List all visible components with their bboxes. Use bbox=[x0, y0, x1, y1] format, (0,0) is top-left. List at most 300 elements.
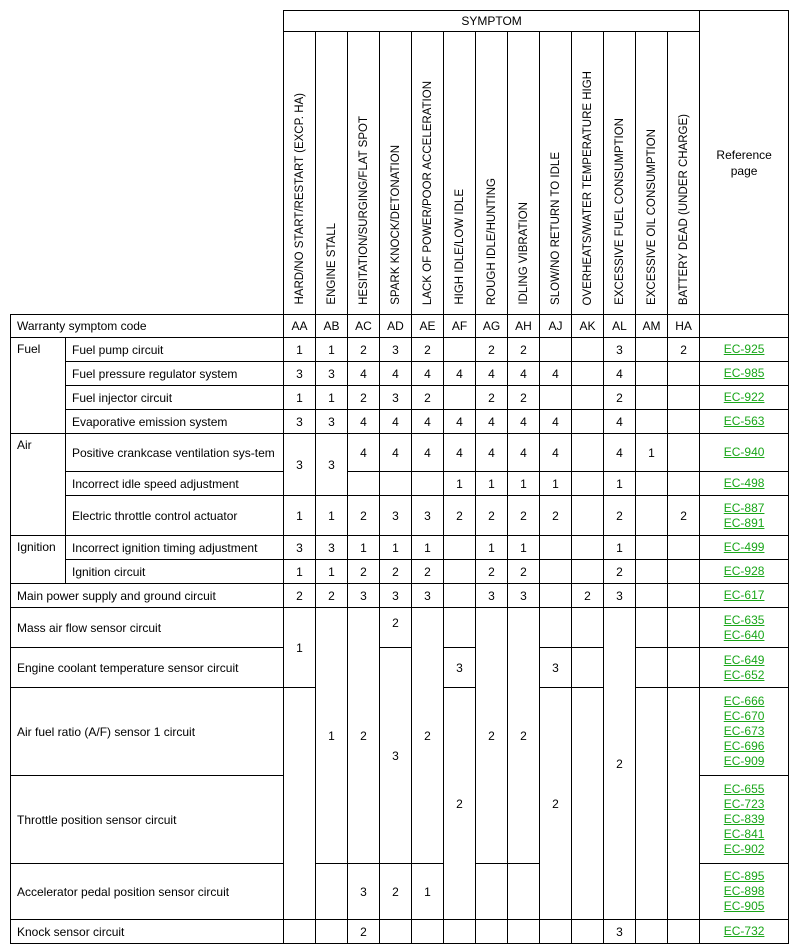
ect-ak-empty bbox=[572, 648, 604, 688]
category-air-text: Air bbox=[17, 438, 32, 452]
row-evap-ag-cell bbox=[476, 410, 508, 434]
row-tps-label bbox=[11, 776, 284, 864]
row-throttle-actuator-ab-cell-text: 1 bbox=[328, 508, 335, 523]
ref-link[interactable]: EC-732 bbox=[723, 924, 765, 938]
row-pcv-aa-cell-text: 3 bbox=[296, 457, 303, 472]
row-apps-label bbox=[11, 864, 284, 920]
tps-apps-af-cell bbox=[444, 688, 476, 920]
warranty-code-aj-text: AJ bbox=[548, 319, 563, 333]
row-pcv-ah-cell-text: 4 bbox=[520, 445, 527, 460]
row-main-power-aj-cell bbox=[540, 584, 572, 608]
maf-am-empty bbox=[636, 608, 668, 648]
row-fuel_pressure-af-cell bbox=[444, 362, 476, 386]
knock-aa-empty bbox=[284, 920, 316, 944]
row-ign_timing-label-text: Incorrect ignition timing adjustment bbox=[72, 540, 258, 555]
row-fuel_pressure-aj-cell-text: 4 bbox=[552, 366, 559, 381]
row-main-power-ac-cell-text: 3 bbox=[360, 588, 367, 603]
ref-link[interactable]: EC-640 bbox=[723, 627, 765, 642]
row-idle-speed-af-cell bbox=[444, 472, 476, 496]
row-fuel_pump-al-cell bbox=[604, 338, 636, 362]
ref-link[interactable]: EC-670 bbox=[723, 709, 765, 723]
row-ign_circuit-ae-cell bbox=[412, 560, 444, 584]
ref-link[interactable]: EC-922 bbox=[723, 390, 765, 404]
row-pcv-reference bbox=[700, 434, 789, 472]
warranty-code-ab bbox=[316, 315, 348, 338]
row-fuel_injector-ha-cell bbox=[668, 386, 700, 410]
row-tps-label-text: Throttle position sensor circuit bbox=[17, 812, 177, 827]
knock-ac-cell-text: 2 bbox=[360, 924, 367, 939]
row-fuel_pump-am-cell bbox=[636, 338, 668, 362]
row-fuel_injector-ab-cell bbox=[316, 386, 348, 410]
row-evap-ac-cell-text: 4 bbox=[360, 414, 367, 429]
sensors-ab-cell bbox=[316, 608, 348, 864]
row-throttle-actuator-reference bbox=[700, 496, 789, 536]
warranty-code-af-text: AF bbox=[451, 319, 468, 333]
row-af-sensor-label-text: Air fuel ratio (A/F) sensor 1 circuit bbox=[17, 724, 196, 739]
row-main-power-ae-cell-text: 3 bbox=[424, 588, 431, 603]
row-fuel_pressure-label-text: Fuel pressure regulator system bbox=[72, 366, 238, 381]
row-af-sensor-label bbox=[11, 688, 284, 776]
row-throttle-actuator-aa-cell bbox=[284, 496, 316, 536]
row-ign_timing-ha-cell bbox=[668, 536, 700, 560]
row-fuel_injector-ac-cell bbox=[348, 386, 380, 410]
row-evap-aa-cell-text: 3 bbox=[296, 414, 303, 429]
row-main-power-af-cell bbox=[444, 584, 476, 608]
knock-al-cell-text: 3 bbox=[616, 924, 623, 939]
knock-am-empty bbox=[636, 920, 668, 944]
row-ign_timing-ac-cell bbox=[348, 536, 380, 560]
row-ign_timing-af-cell bbox=[444, 536, 476, 560]
maf-af-empty bbox=[444, 608, 476, 648]
row-fuel_pressure-aa-cell bbox=[284, 362, 316, 386]
af-tps-apps-ak-empty bbox=[572, 688, 604, 920]
row-evap-am-cell bbox=[636, 410, 668, 434]
row-fuel_injector-ak-cell bbox=[572, 386, 604, 410]
symptom-label: SPARK KNOCK/DETONATION bbox=[389, 145, 402, 305]
warranty-code-ab-text: AB bbox=[323, 319, 340, 333]
warranty-code-aa bbox=[284, 315, 316, 338]
apps-ah-empty bbox=[508, 864, 540, 920]
row-ign_timing-ah-cell-text: 1 bbox=[520, 540, 527, 555]
ref-link[interactable]: EC-652 bbox=[723, 667, 765, 682]
ref-link[interactable]: EC-655 bbox=[723, 782, 765, 796]
row-pcv-label bbox=[66, 434, 284, 472]
row-fuel_pump-ha-cell-text: 2 bbox=[680, 342, 687, 357]
ect-aj-cell bbox=[540, 648, 572, 688]
row-ign_circuit-ae-cell-text: 2 bbox=[424, 564, 431, 579]
row-fuel_pump-ae-cell bbox=[412, 338, 444, 362]
row-idle-speed-ah-cell bbox=[508, 472, 540, 496]
row-ign_circuit-ak-cell bbox=[572, 560, 604, 584]
row-fuel_pressure-ag-cell-text: 4 bbox=[488, 366, 495, 381]
row-fuel_injector-am-cell bbox=[636, 386, 668, 410]
row-evap-ae-cell bbox=[412, 410, 444, 434]
row-pcv-aj-cell-text: 4 bbox=[552, 445, 559, 460]
row-maf-label-text: Mass air flow sensor circuit bbox=[17, 620, 162, 635]
row-evap-reference bbox=[700, 410, 789, 434]
row-main-power-al-cell-text: 3 bbox=[616, 588, 623, 603]
row-fuel_pump-aj-cell bbox=[540, 338, 572, 362]
warranty-label bbox=[11, 315, 284, 338]
row-ign_circuit-aa-cell-text: 1 bbox=[296, 564, 303, 579]
ect-af-ad-cell-text: 3 bbox=[392, 748, 399, 763]
row-fuel_injector-ac-cell-text: 2 bbox=[360, 390, 367, 405]
row-throttle-actuator-ad-cell bbox=[380, 496, 412, 536]
row-fuel_pressure-reference bbox=[700, 362, 789, 386]
row-ign_timing-ab-cell bbox=[316, 536, 348, 560]
tps-apps-aj-cell bbox=[540, 688, 572, 920]
row-throttle-actuator-aj-cell-text: 2 bbox=[552, 508, 559, 523]
warranty-label-text: Warranty symptom code bbox=[17, 319, 147, 333]
row-fuel_pump-al-cell-text: 3 bbox=[616, 342, 623, 357]
row-ign_circuit-label-text: Ignition circuit bbox=[72, 564, 146, 579]
ref-link[interactable]: EC-696 bbox=[723, 739, 765, 753]
ref-link[interactable]: EC-905 bbox=[723, 899, 765, 913]
row-evap-al-cell bbox=[604, 410, 636, 434]
row-main-power-am-cell bbox=[636, 584, 668, 608]
row-ign_circuit-ac-cell bbox=[348, 560, 380, 584]
ref-link[interactable]: EC-898 bbox=[723, 884, 765, 898]
row-evap-ab-cell bbox=[316, 410, 348, 434]
category-ignition-text: Ignition bbox=[17, 540, 56, 554]
ect-af-cell bbox=[444, 648, 476, 688]
row-main-power-ab-cell-text: 2 bbox=[328, 588, 335, 603]
ref-link[interactable]: EC-563 bbox=[723, 414, 765, 428]
row-main-power-ab-cell bbox=[316, 584, 348, 608]
symptom-label: LACK OF POWER/POOR ACCELERATION bbox=[421, 80, 434, 305]
row-ign_circuit-aa-cell bbox=[284, 560, 316, 584]
row-evap-ae-cell-text: 4 bbox=[424, 414, 431, 429]
row-idle-speed-ag-cell bbox=[476, 472, 508, 496]
row-main-power-ha-cell bbox=[668, 584, 700, 608]
row-knock-label-text: Knock sensor circuit bbox=[17, 924, 125, 939]
corner-blank bbox=[11, 11, 284, 315]
warranty-code-ac bbox=[348, 315, 380, 338]
row-pcv-al-cell-text: 4 bbox=[616, 445, 623, 460]
warranty-code-aa-text: AA bbox=[291, 319, 308, 333]
ref-link[interactable]: EC-985 bbox=[723, 366, 765, 380]
row-ign_timing-ae-cell-text: 1 bbox=[424, 540, 431, 555]
row-tps-reference bbox=[700, 776, 789, 864]
row-fuel_injector-ae-cell bbox=[412, 386, 444, 410]
symptom-label: BATTERY DEAD (UNDER CHARGE) bbox=[677, 113, 690, 305]
row-fuel_pump-ab-cell bbox=[316, 338, 348, 362]
row-evap-label bbox=[66, 410, 284, 434]
row-throttle-actuator-ae-cell bbox=[412, 496, 444, 536]
row-idle-speed-ak-cell bbox=[572, 472, 604, 496]
row-idle-speed-aj-cell bbox=[540, 472, 572, 496]
row-pcv-ab-cell bbox=[316, 434, 348, 496]
warranty-code-ak bbox=[572, 315, 604, 338]
knock-ae-empty bbox=[412, 920, 444, 944]
row-ign_circuit-ac-cell-text: 2 bbox=[360, 564, 367, 579]
row-fuel_injector-ag-cell bbox=[476, 386, 508, 410]
ref-link[interactable]: EC-902 bbox=[723, 842, 765, 856]
knock-ah-empty bbox=[508, 920, 540, 944]
row-ign_timing-ag-cell-text: 1 bbox=[488, 540, 495, 555]
row-main-power-aa-cell bbox=[284, 584, 316, 608]
symptom-label: HIGH IDLE/LOW IDLE bbox=[453, 189, 466, 305]
warranty-code-am-text: AM bbox=[642, 319, 661, 333]
row-ign_circuit-ab-cell bbox=[316, 560, 348, 584]
row-ect-label bbox=[11, 648, 284, 688]
row-ign_circuit-ad-cell bbox=[380, 560, 412, 584]
warranty-code-ag-text: AG bbox=[482, 319, 501, 333]
tps-apps-af-cell-text: 2 bbox=[456, 796, 463, 811]
row-pcv-ac-cell-text: 4 bbox=[360, 445, 367, 460]
symptom-label: ENGINE STALL bbox=[325, 223, 338, 305]
row-ign_timing-ab-cell-text: 3 bbox=[328, 540, 335, 555]
row-evap-ah-cell-text: 4 bbox=[520, 414, 527, 429]
row-main-power-ae-cell bbox=[412, 584, 444, 608]
row-throttle-actuator-aa-cell-text: 1 bbox=[296, 508, 303, 523]
ref-link[interactable]: EC-673 bbox=[723, 724, 765, 738]
row-idle-speed-aj-cell-text: 1 bbox=[552, 476, 559, 491]
row-fuel_pump-aa-cell-text: 1 bbox=[296, 342, 303, 357]
row-ign_circuit-am-cell bbox=[636, 560, 668, 584]
row-fuel_injector-ad-cell-text: 3 bbox=[392, 390, 399, 405]
row-throttle-actuator-al-cell-text: 2 bbox=[616, 508, 623, 523]
row-pcv-ha-cell bbox=[668, 434, 700, 472]
row-evap-ag-cell-text: 4 bbox=[488, 414, 495, 429]
row-fuel_pressure-ae-cell bbox=[412, 362, 444, 386]
apps-ag-empty bbox=[476, 864, 508, 920]
row-fuel_pressure-ag-cell bbox=[476, 362, 508, 386]
af-tps-apps-am-empty bbox=[636, 688, 668, 920]
row-fuel_pump-ag-cell-text: 2 bbox=[488, 342, 495, 357]
row-pcv-ac-cell bbox=[348, 434, 380, 472]
row-idle-speed-am-cell bbox=[636, 472, 668, 496]
category-fuel bbox=[11, 338, 66, 434]
symptom-header-ha bbox=[668, 32, 700, 315]
reference-page-header-text: Reference page bbox=[716, 147, 772, 178]
row-pcv-af-cell-text: 4 bbox=[456, 445, 463, 460]
sensors-ac-cell bbox=[348, 608, 380, 864]
row-ign_timing-ad-cell bbox=[380, 536, 412, 560]
ref-link[interactable]: EC-891 bbox=[723, 515, 765, 530]
row-throttle-actuator-af-cell bbox=[444, 496, 476, 536]
symptom-header-ah bbox=[508, 32, 540, 315]
ref-link[interactable]: EC-839 bbox=[723, 812, 765, 826]
maf-ad-cell bbox=[380, 608, 412, 648]
row-ign_timing-am-cell bbox=[636, 536, 668, 560]
warranty-code-ad bbox=[380, 315, 412, 338]
sensors-ah-cell-text: 2 bbox=[520, 728, 527, 743]
af-tps-apps-ha-empty bbox=[668, 688, 700, 920]
row-fuel_pressure-am-cell bbox=[636, 362, 668, 386]
warranty-code-am bbox=[636, 315, 668, 338]
row-throttle-actuator-ag-cell-text: 2 bbox=[488, 508, 495, 523]
row-fuel_pressure-aj-cell bbox=[540, 362, 572, 386]
row-fuel_pressure-ac-cell-text: 4 bbox=[360, 366, 367, 381]
row-main-power-label bbox=[11, 584, 284, 608]
row-throttle-actuator-ag-cell bbox=[476, 496, 508, 536]
sensors-ab-cell-text: 1 bbox=[328, 728, 335, 743]
row-throttle-actuator-ae-cell-text: 3 bbox=[424, 508, 431, 523]
row-fuel_pump-ah-cell-text: 2 bbox=[520, 342, 527, 357]
warranty-ref-empty bbox=[700, 315, 789, 338]
row-ign_timing-aj-cell bbox=[540, 536, 572, 560]
row-throttle-actuator-label bbox=[66, 496, 284, 536]
row-pcv-am-cell-text: 1 bbox=[648, 445, 655, 460]
row-ign_timing-ak-cell bbox=[572, 536, 604, 560]
row-fuel_pressure-al-cell bbox=[604, 362, 636, 386]
row-evap-ad-cell bbox=[380, 410, 412, 434]
row-apps-label-text: Accelerator pedal position sensor circuit bbox=[17, 884, 230, 899]
row-pcv-ae-cell bbox=[412, 434, 444, 472]
ref-link[interactable]: EC-895 bbox=[723, 869, 765, 883]
row-fuel_pump-ad-cell bbox=[380, 338, 412, 362]
row-main-power-al-cell bbox=[604, 584, 636, 608]
knock-ak-empty bbox=[572, 920, 604, 944]
ref-link[interactable]: EC-887 bbox=[723, 500, 765, 515]
row-ign_timing-ac-cell-text: 1 bbox=[360, 540, 367, 555]
ref-link[interactable]: EC-498 bbox=[723, 476, 765, 490]
row-throttle-actuator-label-text: Electric throttle control actuator bbox=[72, 508, 238, 523]
symptom-header-ag bbox=[476, 32, 508, 315]
row-pcv-af-cell bbox=[444, 434, 476, 472]
apps-ad-cell-text: 2 bbox=[392, 884, 399, 899]
row-pcv-al-cell bbox=[604, 434, 636, 472]
row-idle-speed-label-text: Incorrect idle speed adjustment bbox=[72, 476, 239, 491]
row-fuel_pressure-aa-cell-text: 3 bbox=[296, 366, 303, 381]
category-air bbox=[11, 434, 66, 536]
symptom-header-aa bbox=[284, 32, 316, 315]
row-fuel_pump-ha-cell bbox=[668, 338, 700, 362]
sensors-ae-cell bbox=[412, 608, 444, 864]
row-fuel_injector-af-cell bbox=[444, 386, 476, 410]
warranty-code-ae-text: AE bbox=[419, 319, 436, 333]
apps-ae-cell-text: 1 bbox=[424, 884, 431, 899]
row-ign_circuit-reference bbox=[700, 560, 789, 584]
row-ign_circuit-label bbox=[66, 560, 284, 584]
row-throttle-actuator-af-cell-text: 2 bbox=[456, 508, 463, 523]
row-af-sensor-reference bbox=[700, 688, 789, 776]
symptom-label: OVERHEATS/WATER TEMPERATURE HIGH bbox=[581, 70, 594, 305]
row-ect-label-text: Engine coolant temperature sensor circuit bbox=[17, 660, 239, 675]
row-fuel_pump-reference bbox=[700, 338, 789, 362]
row-ign_timing-ah-cell bbox=[508, 536, 540, 560]
warranty-code-ha bbox=[668, 315, 700, 338]
ect-am-empty bbox=[636, 648, 668, 688]
symptom-label: EXCESSIVE FUEL CONSUMPTION bbox=[613, 118, 626, 305]
row-fuel_injector-ae-cell-text: 2 bbox=[424, 390, 431, 405]
row-idle-speed-reference bbox=[700, 472, 789, 496]
ref-link[interactable]: EC-617 bbox=[723, 588, 765, 602]
warranty-code-ad-text: AD bbox=[387, 319, 404, 333]
row-pcv-ag-cell bbox=[476, 434, 508, 472]
row-pcv-label-text: Positive crankcase ventilation sys-tem bbox=[72, 445, 275, 460]
ref-link[interactable]: EC-928 bbox=[723, 564, 765, 578]
ref-link[interactable]: EC-499 bbox=[723, 540, 765, 554]
row-pcv-aa-cell bbox=[284, 434, 316, 496]
sensors-ac-cell-text: 2 bbox=[360, 728, 367, 743]
row-throttle-actuator-al-cell bbox=[604, 496, 636, 536]
row-throttle-actuator-ac-cell bbox=[348, 496, 380, 536]
row-pcv-ak-cell bbox=[572, 434, 604, 472]
apps-ae-cell bbox=[412, 864, 444, 920]
row-throttle-actuator-ha-cell-text: 2 bbox=[680, 508, 687, 523]
row-throttle-actuator-ab-cell bbox=[316, 496, 348, 536]
row-idle-speed-ac-cell bbox=[348, 472, 380, 496]
row-fuel_injector-ah-cell-text: 2 bbox=[520, 390, 527, 405]
af-tps-apps-aa-empty bbox=[284, 688, 316, 920]
ref-link[interactable]: EC-649 bbox=[723, 652, 765, 667]
ref-link[interactable]: EC-925 bbox=[723, 342, 765, 356]
ref-link[interactable]: EC-723 bbox=[723, 797, 765, 811]
category-fuel-text: Fuel bbox=[17, 342, 41, 356]
sensors-al-cell-text: 2 bbox=[616, 756, 623, 771]
category-ignition bbox=[11, 536, 66, 584]
row-fuel_pressure-ah-cell bbox=[508, 362, 540, 386]
row-idle-speed-af-cell-text: 1 bbox=[456, 476, 463, 491]
ref-link[interactable]: EC-940 bbox=[723, 445, 765, 459]
ref-link[interactable]: EC-635 bbox=[723, 612, 765, 627]
row-evap-aj-cell bbox=[540, 410, 572, 434]
row-fuel_injector-ab-cell-text: 1 bbox=[328, 390, 335, 405]
row-evap-af-cell bbox=[444, 410, 476, 434]
row-fuel_pressure-af-cell-text: 4 bbox=[456, 366, 463, 381]
row-throttle-actuator-ah-cell bbox=[508, 496, 540, 536]
warranty-code-ah-text: AH bbox=[515, 319, 532, 333]
row-ign_timing-label bbox=[66, 536, 284, 560]
ref-link[interactable]: EC-909 bbox=[723, 754, 765, 768]
row-main-power-ah-cell-text: 3 bbox=[520, 588, 527, 603]
warranty-code-ah bbox=[508, 315, 540, 338]
ect-aj-cell-text: 3 bbox=[552, 660, 559, 675]
row-throttle-actuator-ak-cell bbox=[572, 496, 604, 536]
row-main-power-ad-cell-text: 3 bbox=[392, 588, 399, 603]
row-fuel_pump-ak-cell bbox=[572, 338, 604, 362]
row-fuel_pump-label bbox=[66, 338, 284, 362]
knock-ac-cell bbox=[348, 920, 380, 944]
row-idle-speed-ha-cell bbox=[668, 472, 700, 496]
ref-link[interactable]: EC-666 bbox=[723, 694, 765, 708]
knock-af-empty bbox=[444, 920, 476, 944]
maf-ect-aa-cell-text: 1 bbox=[296, 640, 303, 655]
ref-link[interactable]: EC-841 bbox=[723, 827, 765, 841]
sensors-ag-cell-text: 2 bbox=[488, 728, 495, 743]
row-pcv-ah-cell bbox=[508, 434, 540, 472]
row-ign_timing-aa-cell bbox=[284, 536, 316, 560]
symptom-label: ROUGH IDLE/HUNTING bbox=[485, 177, 498, 305]
row-fuel_pump-ac-cell-text: 2 bbox=[360, 342, 367, 357]
row-evap-al-cell-text: 4 bbox=[616, 414, 623, 429]
symptom-header-ad bbox=[380, 32, 412, 315]
maf-aj-empty bbox=[540, 608, 572, 648]
reference-page-header bbox=[700, 11, 789, 315]
row-ect-reference bbox=[700, 648, 789, 688]
row-idle-speed-ad-cell bbox=[380, 472, 412, 496]
row-fuel_pressure-ab-cell-text: 3 bbox=[328, 366, 335, 381]
row-idle-speed-al-cell bbox=[604, 472, 636, 496]
row-evap-ah-cell bbox=[508, 410, 540, 434]
row-fuel_injector-aa-cell bbox=[284, 386, 316, 410]
row-fuel_pump-af-cell bbox=[444, 338, 476, 362]
symptom-header-al bbox=[604, 32, 636, 315]
row-ign_timing-al-cell bbox=[604, 536, 636, 560]
row-pcv-am-cell bbox=[636, 434, 668, 472]
row-throttle-actuator-ad-cell-text: 3 bbox=[392, 508, 399, 523]
row-pcv-aj-cell bbox=[540, 434, 572, 472]
symptom-header-aj bbox=[540, 32, 572, 315]
row-evap-label-text: Evaporative emission system bbox=[72, 414, 228, 429]
symptom-header-ac bbox=[348, 32, 380, 315]
row-fuel_pump-ae-cell-text: 2 bbox=[424, 342, 431, 357]
apps-ac-cell bbox=[348, 864, 380, 920]
row-fuel_injector-al-cell bbox=[604, 386, 636, 410]
row-main-power-ad-cell bbox=[380, 584, 412, 608]
